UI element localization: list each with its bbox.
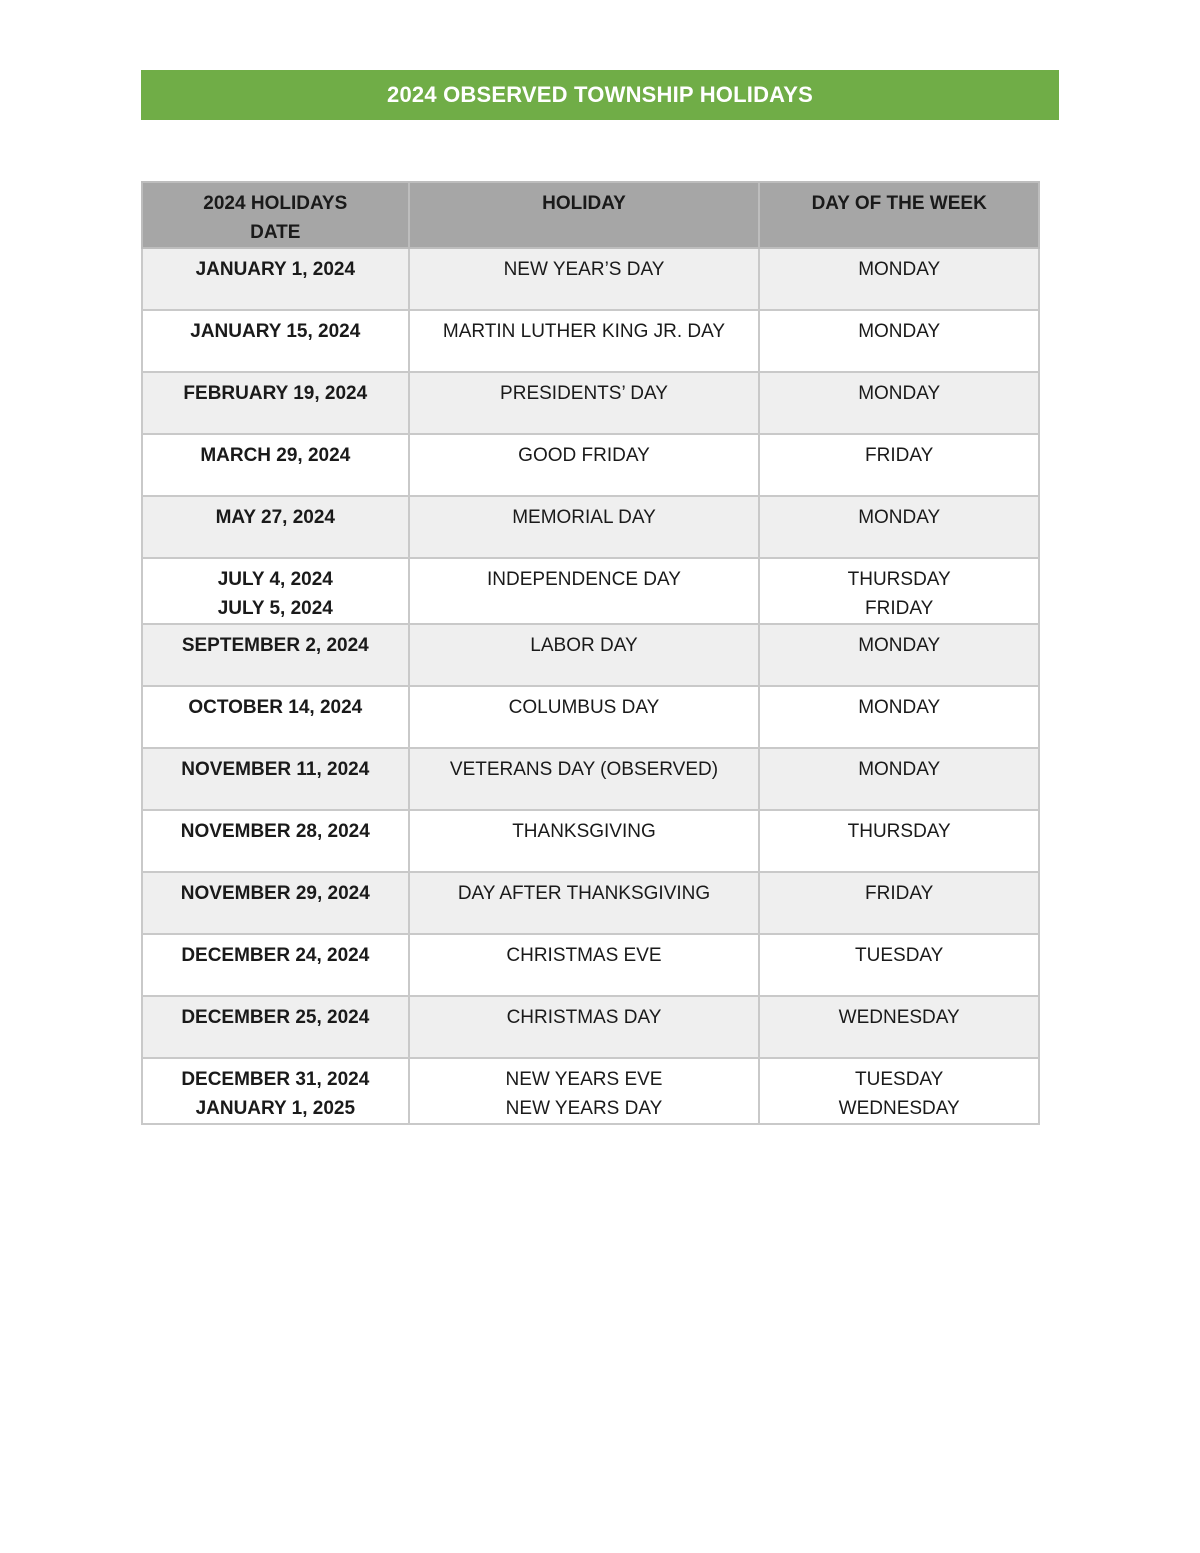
holiday-cell-text: DAY AFTER THANKSGIVING bbox=[457, 883, 711, 904]
date-cell bbox=[142, 558, 409, 624]
holiday-cell-text: LABOR DAY bbox=[530, 635, 638, 656]
holiday-cell bbox=[409, 996, 760, 1058]
header-date-line2: DATE bbox=[250, 222, 301, 243]
day-cell bbox=[759, 496, 1039, 558]
date-cell-text: DECEMBER 24, 2024 bbox=[181, 945, 370, 966]
page-title: 2024 OBSERVED TOWNSHIP HOLIDAYS bbox=[387, 82, 813, 107]
date-cell-text: JANUARY 15, 2024 bbox=[190, 321, 361, 342]
holiday-cell-text: NEW YEARS EVE bbox=[505, 1069, 663, 1090]
holiday-cell bbox=[409, 748, 760, 810]
holiday-cell bbox=[409, 624, 760, 686]
date-cell bbox=[142, 1058, 409, 1124]
day-cell-text: THURSDAY bbox=[847, 821, 951, 842]
day-cell-text: WEDNESDAY bbox=[838, 1007, 960, 1028]
table-row bbox=[142, 1058, 1039, 1124]
day-cell bbox=[759, 934, 1039, 996]
holiday-cell-text: INDEPENDENCE DAY bbox=[487, 569, 681, 590]
holiday-cell-text: THANKSGIVING bbox=[512, 821, 656, 842]
date-cell-text: MAY 27, 2024 bbox=[215, 507, 335, 528]
holiday-cell bbox=[409, 686, 760, 748]
day-cell-text: TUESDAY bbox=[855, 945, 944, 966]
date-cell bbox=[142, 748, 409, 810]
date-cell-text: NOVEMBER 29, 2024 bbox=[180, 883, 370, 904]
holiday-cell-text: CHRISTMAS EVE bbox=[506, 945, 662, 966]
day-cell bbox=[759, 748, 1039, 810]
holiday-cell-text: CHRISTMAS DAY bbox=[506, 1007, 662, 1028]
table-row bbox=[142, 248, 1039, 310]
holiday-cell-text: NEW YEAR’S DAY bbox=[503, 259, 665, 280]
day-cell-text: MONDAY bbox=[858, 697, 941, 718]
day-cell bbox=[759, 686, 1039, 748]
holiday-cell-text: GOOD FRIDAY bbox=[518, 445, 650, 466]
date-cell bbox=[142, 434, 409, 496]
date-cell bbox=[142, 624, 409, 686]
day-cell-text: MONDAY bbox=[858, 259, 941, 280]
table-row bbox=[142, 310, 1039, 372]
day-cell bbox=[759, 872, 1039, 934]
date-cell bbox=[142, 372, 409, 434]
date-cell bbox=[142, 934, 409, 996]
day-cell bbox=[759, 372, 1039, 434]
date-cell bbox=[142, 810, 409, 872]
day-cell-text: TUESDAY bbox=[855, 1069, 944, 1090]
holiday-cell-text: VETERANS DAY (OBSERVED) bbox=[449, 759, 719, 780]
table-row bbox=[142, 558, 1039, 624]
date-cell-text: JULY 4, 2024 bbox=[217, 569, 333, 590]
date-cell-text: FEBRUARY 19, 2024 bbox=[183, 383, 368, 404]
day-cell bbox=[759, 310, 1039, 372]
table-body bbox=[142, 248, 1039, 1124]
date-cell-text: NOVEMBER 11, 2024 bbox=[181, 759, 370, 780]
date-cell-text: JULY 5, 2024 bbox=[217, 598, 333, 619]
day-cell bbox=[759, 1058, 1039, 1124]
date-cell bbox=[142, 310, 409, 372]
date-cell-text: OCTOBER 14, 2024 bbox=[188, 697, 363, 718]
date-cell-text: NOVEMBER 28, 2024 bbox=[180, 821, 370, 842]
day-cell bbox=[759, 810, 1039, 872]
date-cell bbox=[142, 248, 409, 310]
date-cell-text: JANUARY 1, 2024 bbox=[195, 259, 356, 280]
title-banner bbox=[141, 70, 1059, 120]
table-row bbox=[142, 872, 1039, 934]
holiday-cell bbox=[409, 810, 760, 872]
day-cell bbox=[759, 434, 1039, 496]
header-day-of-week bbox=[759, 182, 1039, 248]
day-cell-text: FRIDAY bbox=[865, 445, 934, 466]
holiday-table bbox=[141, 181, 1040, 1125]
header-holiday-label: HOLIDAY bbox=[542, 193, 626, 214]
holiday-cell bbox=[409, 434, 760, 496]
holiday-cell-text: COLUMBUS DAY bbox=[508, 697, 660, 718]
table-row bbox=[142, 810, 1039, 872]
holiday-cell-text: MARTIN LUTHER KING JR. DAY bbox=[442, 321, 726, 342]
table-row bbox=[142, 748, 1039, 810]
day-cell-text: MONDAY bbox=[858, 759, 941, 780]
day-cell-text: MONDAY bbox=[858, 383, 941, 404]
date-cell bbox=[142, 872, 409, 934]
table-row bbox=[142, 496, 1039, 558]
holiday-cell bbox=[409, 372, 760, 434]
day-cell bbox=[759, 248, 1039, 310]
holiday-cell bbox=[409, 1058, 760, 1124]
table-row bbox=[142, 686, 1039, 748]
date-cell-text: SEPTEMBER 2, 2024 bbox=[181, 635, 369, 656]
table-row bbox=[142, 996, 1039, 1058]
day-cell-text: MONDAY bbox=[858, 507, 941, 528]
table-row bbox=[142, 624, 1039, 686]
holiday-cell bbox=[409, 934, 760, 996]
holiday-cell-text: NEW YEARS DAY bbox=[505, 1098, 663, 1119]
day-cell-text: MONDAY bbox=[858, 321, 941, 342]
holiday-cell bbox=[409, 248, 760, 310]
date-cell-text: DECEMBER 31, 2024 bbox=[181, 1069, 370, 1090]
holiday-cell-text: PRESIDENTS’ DAY bbox=[500, 383, 668, 404]
holiday-cell bbox=[409, 496, 760, 558]
date-cell-text: JANUARY 1, 2025 bbox=[195, 1098, 356, 1119]
day-cell-text: WEDNESDAY bbox=[838, 1098, 960, 1119]
table-row bbox=[142, 934, 1039, 996]
header-date bbox=[142, 182, 409, 248]
holiday-cell bbox=[409, 872, 760, 934]
table-row bbox=[142, 434, 1039, 496]
date-cell-text: DECEMBER 25, 2024 bbox=[181, 1007, 370, 1028]
date-cell bbox=[142, 996, 409, 1058]
table-row bbox=[142, 372, 1039, 434]
holiday-cell-text: MEMORIAL DAY bbox=[512, 507, 656, 528]
header-date-line1: 2024 HOLIDAYS bbox=[203, 193, 348, 214]
header-day-label: DAY OF THE WEEK bbox=[811, 193, 987, 214]
day-cell-text: FRIDAY bbox=[865, 883, 934, 904]
day-cell-text: FRIDAY bbox=[865, 598, 934, 619]
header-holiday bbox=[409, 182, 760, 248]
day-cell-text: MONDAY bbox=[858, 635, 941, 656]
table-header-row bbox=[142, 182, 1039, 248]
holiday-cell bbox=[409, 558, 760, 624]
holiday-cell bbox=[409, 310, 760, 372]
day-cell-text: THURSDAY bbox=[847, 569, 951, 590]
date-cell bbox=[142, 496, 409, 558]
day-cell bbox=[759, 996, 1039, 1058]
day-cell bbox=[759, 558, 1039, 624]
date-cell bbox=[142, 686, 409, 748]
date-cell-text: MARCH 29, 2024 bbox=[200, 445, 351, 466]
day-cell bbox=[759, 624, 1039, 686]
